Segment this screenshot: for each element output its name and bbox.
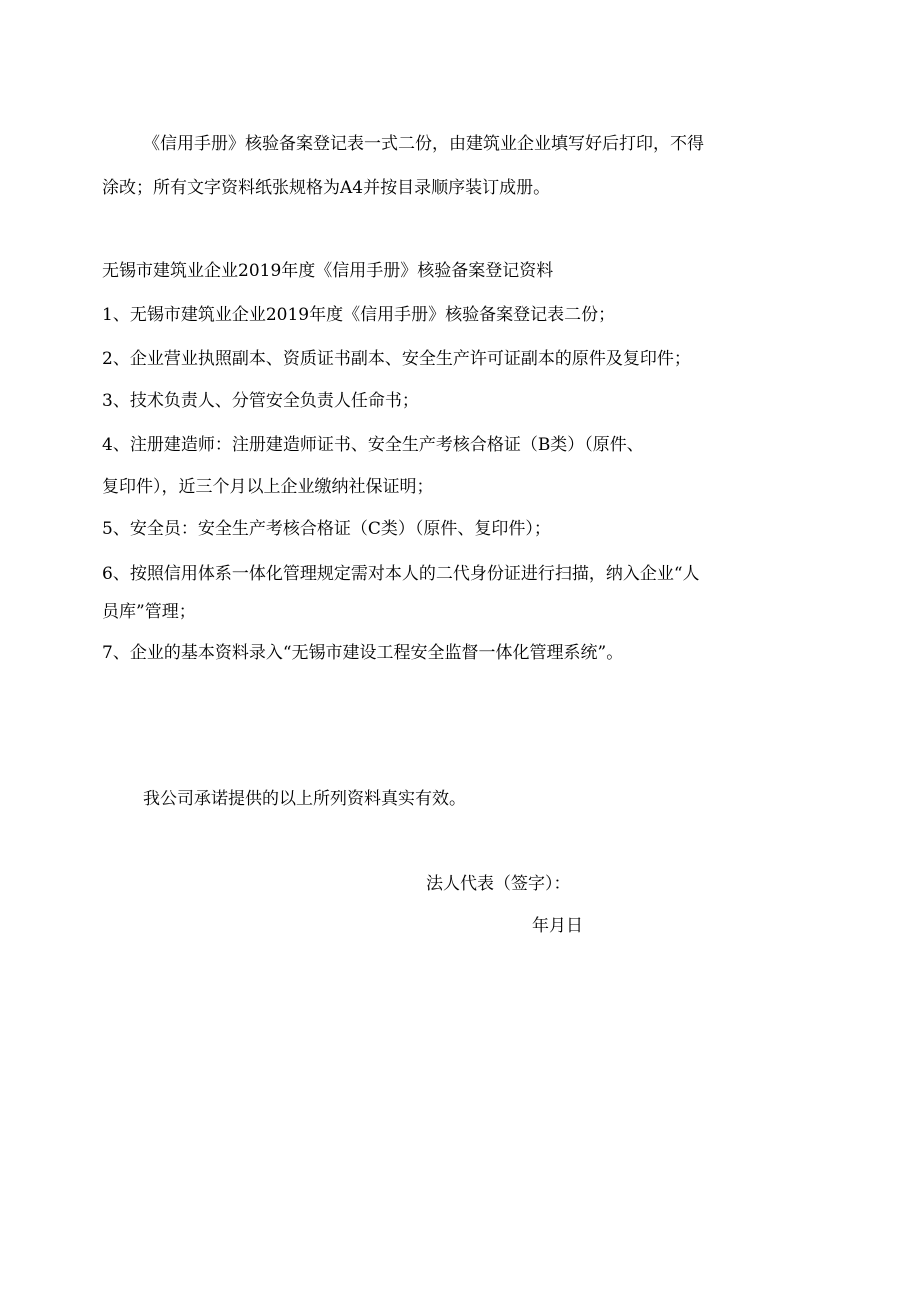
intro-line-1: 《信用手册》核验备案登记表一式二份，由建筑业企业填写好后打印，不得	[143, 134, 704, 154]
list-item-1: 1、无锡市建筑业企业2019年度《信用手册》核验备案登记表二份；	[102, 305, 616, 325]
list-item-4-line-2: 复印件），近三个月以上企业缴纳社保证明；	[102, 477, 434, 497]
signature-date: 年月日	[532, 916, 583, 936]
list-item-3: 3、技术负责人、分管安全负责人任命书；	[102, 391, 419, 411]
commitment-statement: 我公司承诺提供的以上所列资料真实有效。	[143, 789, 466, 809]
list-item-7: 7、企业的基本资料录入“无锡市建设工程安全监督一体化管理系统”。	[102, 643, 624, 663]
list-item-2: 2、企业营业执照副本、资质证书副本、安全生产许可证副本的原件及复印件；	[102, 349, 691, 369]
list-item-4-line-1: 4、注册建造师：注册建造师证书、安全生产考核合格证（B类）（原件、	[102, 435, 644, 455]
intro-line-2: 涂改；所有文字资料纸张规格为A4并按目录顺序装订成册。	[102, 178, 551, 198]
list-item-6-line-1: 6、按照信用体系一体化管理规定需对本人的二代身份证进行扫描，纳入企业“人	[102, 564, 700, 584]
section-heading: 无锡市建筑业企业2019年度《信用手册》核验备案登记资料	[102, 261, 554, 281]
list-item-6-line-2: 员库”管理；	[102, 602, 196, 622]
signature-label: 法人代表（签字）：	[426, 874, 571, 894]
list-item-5: 5、安全员：安全生产考核合格证（C类）（原件、复印件）；	[102, 519, 551, 539]
